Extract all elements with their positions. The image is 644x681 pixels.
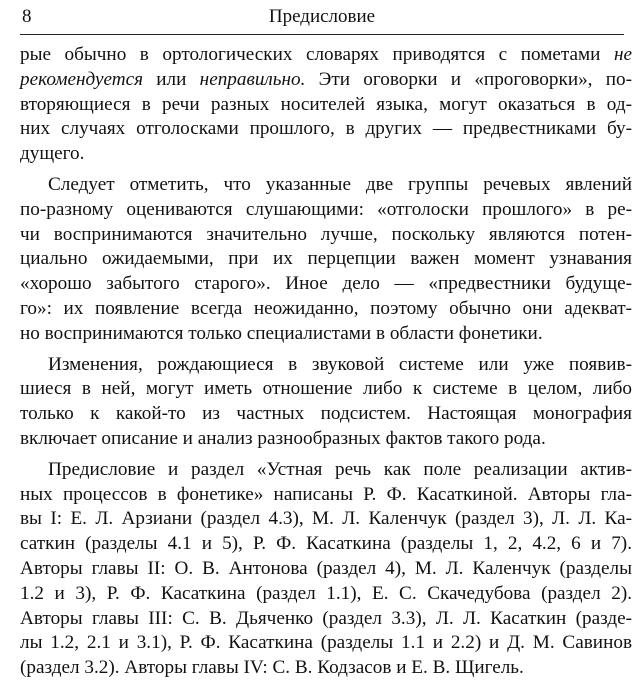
text-line xyxy=(20,117,632,142)
text-line xyxy=(20,377,632,402)
text-segment: лы 1.2, 2.1 и 3.1), Р. Ф. Касаткина (разделы 1.1 и 2.2) и Д. М. Савинов xyxy=(20,632,632,654)
text-segment: ных процессов в фонетике» написаны Р. Ф. Касаткиной. Авторы гла- xyxy=(20,483,632,505)
paragraph xyxy=(20,353,632,452)
running-title: Предисловие xyxy=(268,6,376,27)
text-line xyxy=(20,223,632,248)
text-segment: или xyxy=(143,68,200,90)
text-segment: них случаях отголосками прошлого, в других — предвестниками бу- xyxy=(20,118,632,140)
text-line xyxy=(20,142,632,167)
text-segment: по-разному оцениваются слушающими: «отголоски прошлого» в ре- xyxy=(20,198,632,220)
text-line xyxy=(20,483,632,508)
text-line xyxy=(20,297,632,322)
text-segment: только к какой-то из частных подсистем. Настоящая монография xyxy=(20,403,632,425)
text-line xyxy=(20,43,632,68)
text-line xyxy=(20,322,632,347)
text-segment: го»: их появление всегда неожиданно, поэтому обычно они адекват- xyxy=(20,297,632,319)
body-text xyxy=(20,43,632,681)
text-line xyxy=(20,427,632,452)
text-line xyxy=(20,582,632,607)
paragraph xyxy=(20,173,632,347)
text-segment: вторяющиеся в речи разных носителей языка, могут оказаться в од- xyxy=(20,93,632,115)
paragraph xyxy=(20,43,632,167)
page-header xyxy=(20,6,624,32)
header-rule xyxy=(20,34,624,35)
text-segment: (раздел 3.2). Авторы главы IV: С. В. Кодзасов и Е. В. Щигель. xyxy=(20,657,524,679)
text-segment: Изменения, рождающиеся в звуковой системе или уже появив- xyxy=(48,353,632,375)
text-line xyxy=(20,532,632,557)
text-segment: «хорошо забытого старого». Иное дело — «предвестники будуще- xyxy=(20,273,632,295)
text-segment: рые обычно в ортологических словарях приводятся с пометами xyxy=(20,44,614,65)
italic-term: рекомендуется xyxy=(20,68,144,90)
text-line xyxy=(20,402,632,427)
text-segment: 1.2 и 3), Р. Ф. Касаткина (раздел 1.1), Е. С. Скачедубова (раздел 2). xyxy=(20,582,632,604)
text-line xyxy=(20,173,632,198)
text-segment: Следует отметить, что указанные две группы речевых явлений xyxy=(48,173,632,195)
text-line xyxy=(20,607,632,632)
text-line xyxy=(20,557,632,582)
text-line xyxy=(20,458,632,483)
text-segment: циально ожидаемыми, при их перцепции важен момент узнавания xyxy=(20,248,632,270)
text-line xyxy=(20,272,632,297)
text-segment: чи воспринимаются значительно лучше, поскольку являются потен- xyxy=(20,223,632,245)
italic-term: неправильно. xyxy=(199,68,306,90)
text-segment: Предисловие и раздел «Устная речь как поле реализации актив- xyxy=(48,458,632,480)
text-line xyxy=(20,68,632,93)
text-line xyxy=(20,656,632,681)
text-segment: саткин (разделы 4.1 и 5), Р. Ф. Касаткина (разделы 1, 2, 4.2, 6 и 7). xyxy=(20,533,632,555)
text-segment: Авторы главы III: С. В. Дьяченко (раздел 3.3), Л. Л. Касаткин (разде- xyxy=(20,607,632,629)
text-segment: дущего. xyxy=(20,143,85,165)
text-line xyxy=(20,631,632,656)
text-line xyxy=(20,247,632,272)
paragraph xyxy=(20,458,632,681)
text-segment: Авторы главы II: О. В. Антонова (раздел 4), М. Л. Каленчук (разделы xyxy=(20,557,632,579)
text-line xyxy=(20,353,632,378)
text-segment: вы I: Е. Л. Арзиани (раздел 4.3), М. Л. Каленчук (раздел 3), Л. Л. Ка- xyxy=(20,508,632,530)
text-segment: но воспринимаются только специалистами в области фонетики. xyxy=(20,322,543,344)
italic-term: не xyxy=(613,44,632,65)
page-number: 8 xyxy=(22,6,32,27)
text-line xyxy=(20,93,632,118)
text-segment: Эти оговорки и «проговорки», по- xyxy=(305,68,632,90)
text-segment: включает описание и анализ разнообразных фактов такого рода. xyxy=(20,427,546,449)
text-segment: шиеся в ней, могут иметь отношение либо к системе в целом, либо xyxy=(20,378,632,400)
text-line xyxy=(20,198,632,223)
text-line xyxy=(20,507,632,532)
